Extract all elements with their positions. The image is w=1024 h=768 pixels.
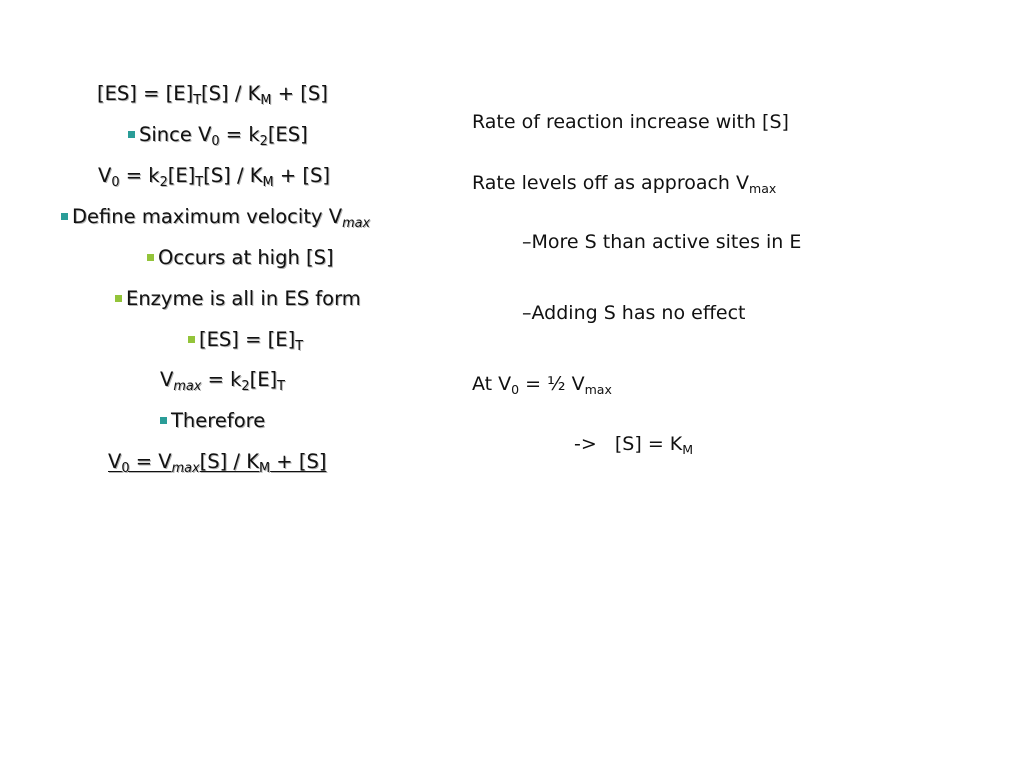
- equation-vmax: $V_{max} = k_2[E]_T$: [160, 368, 285, 394]
- bullet-square-icon: [115, 295, 122, 302]
- bullet-es-equals-et: $[ES] = [E]_T$: [188, 330, 303, 350]
- bullet-therefore: Therefore: [160, 411, 265, 431]
- bullet-enzyme-es-form: Enzyme is all in ES form: [115, 289, 361, 309]
- bullet-square-icon: [160, 417, 167, 424]
- note-more-s-than-sites: –More S than active sites in E: [522, 231, 802, 253]
- note-adding-s-no-effect: –Adding S has no effect: [522, 302, 746, 324]
- note-rate-levels-off: Rate levels off as approach $V_{max}$: [472, 172, 777, 196]
- bullet-since-v0: Since $V_0 = k_2[ES]$: [128, 125, 308, 145]
- note-rate-increase: Rate of reaction increase with [S]: [472, 111, 789, 133]
- note-half-vmax: At $V_0$ = ½ $V_{max}$: [472, 373, 612, 397]
- note-s-equals-km: -> $[S] = K_M$: [574, 433, 694, 457]
- equation-v0: $V_0 = k_2[E]_T[S] / K_M + [S]$: [98, 164, 330, 190]
- bullet-square-icon: [128, 131, 135, 138]
- bullet-square-icon: [147, 254, 154, 261]
- equation-es-concentration: $[ES] = [E]_T[S] / K_M + [S]$: [97, 82, 328, 108]
- bullet-define-vmax: Define maximum velocity $V_{max}$: [61, 207, 370, 227]
- equation-michaelis-menten: $V_0 = V_{max}[S] / K_M + [S]$: [108, 450, 327, 476]
- bullet-square-icon: [188, 336, 195, 343]
- bullet-square-icon: [61, 213, 68, 220]
- bullet-occurs-high-s: Occurs at high [S]: [147, 248, 334, 268]
